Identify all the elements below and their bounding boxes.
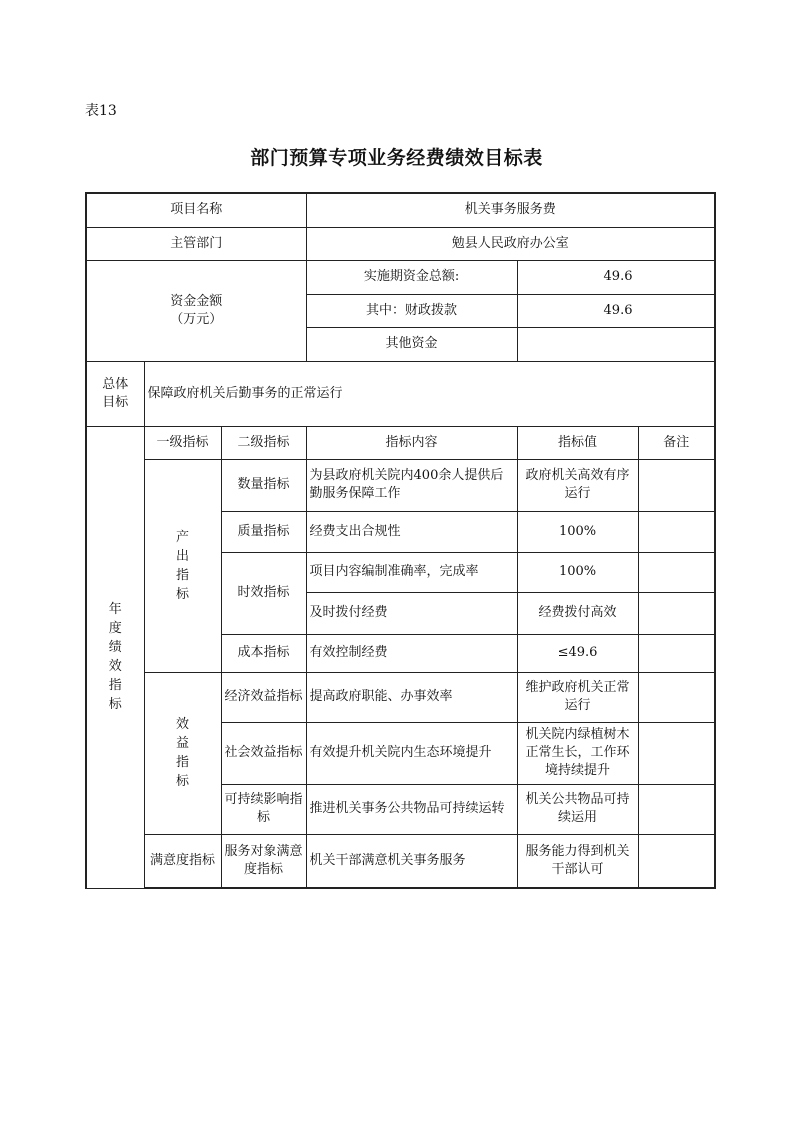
- timeliness-indicator-content-2: 及时拨付经费: [306, 592, 517, 634]
- benefit-indicators-label: 效益指标: [144, 672, 221, 834]
- header-value: 指标值: [517, 426, 638, 459]
- timeliness-indicator-value-2: 经费拨付高效: [517, 592, 638, 634]
- table-row: [86, 672, 715, 722]
- timeliness-indicator-name: 时效指标: [221, 552, 306, 634]
- social-indicator-content: 有效提升机关院内生态环境提升: [306, 722, 517, 784]
- sustainable-indicator-remark: [638, 784, 715, 834]
- timeliness-indicator-content-1: 项目内容编制准确率，完成率: [306, 552, 517, 592]
- economic-indicator-content: 提高政府职能、办事效率: [306, 672, 517, 722]
- service-indicator-name: 服务对象满意度指标: [221, 834, 306, 888]
- quality-indicator-value: 100%: [517, 511, 638, 552]
- funds-fiscal-label: 其中：财政拨款: [306, 294, 517, 327]
- funds-label-line1: 资金金额: [170, 293, 223, 309]
- table-row: [86, 459, 715, 511]
- cost-indicator-name: 成本指标: [221, 634, 306, 672]
- funds-label-line2: （万元）: [170, 311, 223, 327]
- project-name-value: 机关事务服务费: [306, 193, 715, 227]
- funds-other-label: 其他资金: [306, 327, 517, 361]
- cost-indicator-value: ≤49.6: [517, 634, 638, 672]
- quantity-indicator-value: 政府机关高效有序运行: [517, 459, 638, 511]
- funds-total-row: [86, 260, 715, 294]
- cost-indicator-remark: [638, 634, 715, 672]
- satisfaction-indicators-label: 满意度指标: [144, 834, 221, 888]
- social-indicator-name: 社会效益指标: [221, 722, 306, 784]
- project-name-label: 项目名称: [86, 193, 306, 227]
- performance-target-table: [85, 192, 716, 889]
- cost-indicator-content: 有效控制经费: [306, 634, 517, 672]
- quantity-indicator-remark: [638, 459, 715, 511]
- header-remark: 备注: [638, 426, 715, 459]
- table-number: 表13: [85, 103, 117, 119]
- quality-indicator-remark: [638, 511, 715, 552]
- funds-total-value: 49.6: [517, 260, 715, 294]
- social-indicator-value: 机关院内绿植树木正常生长，工作环境持续提升: [517, 722, 638, 784]
- project-name-row: [86, 193, 715, 227]
- quality-indicator-name: 质量指标: [221, 511, 306, 552]
- department-value: 勉县人民政府办公室: [306, 227, 715, 260]
- funds-label: [86, 260, 306, 361]
- timeliness-indicator-remark-2: [638, 592, 715, 634]
- funds-other-value: [517, 327, 715, 361]
- economic-indicator-name: 经济效益指标: [221, 672, 306, 722]
- funds-fiscal-value: 49.6: [517, 294, 715, 327]
- funds-total-label: 实施期资金总额:: [306, 260, 517, 294]
- overall-objective-text: 保障政府机关后勤事务的正常运行: [144, 361, 715, 426]
- annual-indicators-label: 年度绩效指标: [86, 426, 144, 888]
- department-row: [86, 227, 715, 260]
- sustainable-indicator-name: 可持续影响指标: [221, 784, 306, 834]
- service-indicator-value: 服务能力得到机关干部认可: [517, 834, 638, 888]
- quantity-indicator-content: 为县政府机关院内400余人提供后勤服务保障工作: [306, 459, 517, 511]
- department-label: 主管部门: [86, 227, 306, 260]
- output-indicators-label: 产出指标: [144, 459, 221, 672]
- header-level2: 二级指标: [221, 426, 306, 459]
- header-content: 指标内容: [306, 426, 517, 459]
- quantity-indicator-name: 数量指标: [221, 459, 306, 511]
- quality-indicator-content: 经费支出合规性: [306, 511, 517, 552]
- timeliness-indicator-value-1: 100%: [517, 552, 638, 592]
- social-indicator-remark: [638, 722, 715, 784]
- service-indicator-content: 机关干部满意机关事务服务: [306, 834, 517, 888]
- overall-objective-row: [86, 361, 715, 426]
- table-row: [86, 834, 715, 888]
- sustainable-indicator-content: 推进机关事务公共物品可持续运转: [306, 784, 517, 834]
- header-level1: 一级指标: [144, 426, 221, 459]
- economic-indicator-remark: [638, 672, 715, 722]
- service-indicator-remark: [638, 834, 715, 888]
- overall-objective-label: 总体目标: [86, 361, 144, 426]
- indicator-header-row: [86, 426, 715, 459]
- sustainable-indicator-value: 机关公共物品可持续运用: [517, 784, 638, 834]
- document-title: 部门预算专项业务经费绩效目标表: [250, 147, 543, 169]
- timeliness-indicator-remark-1: [638, 552, 715, 592]
- economic-indicator-value: 维护政府机关正常运行: [517, 672, 638, 722]
